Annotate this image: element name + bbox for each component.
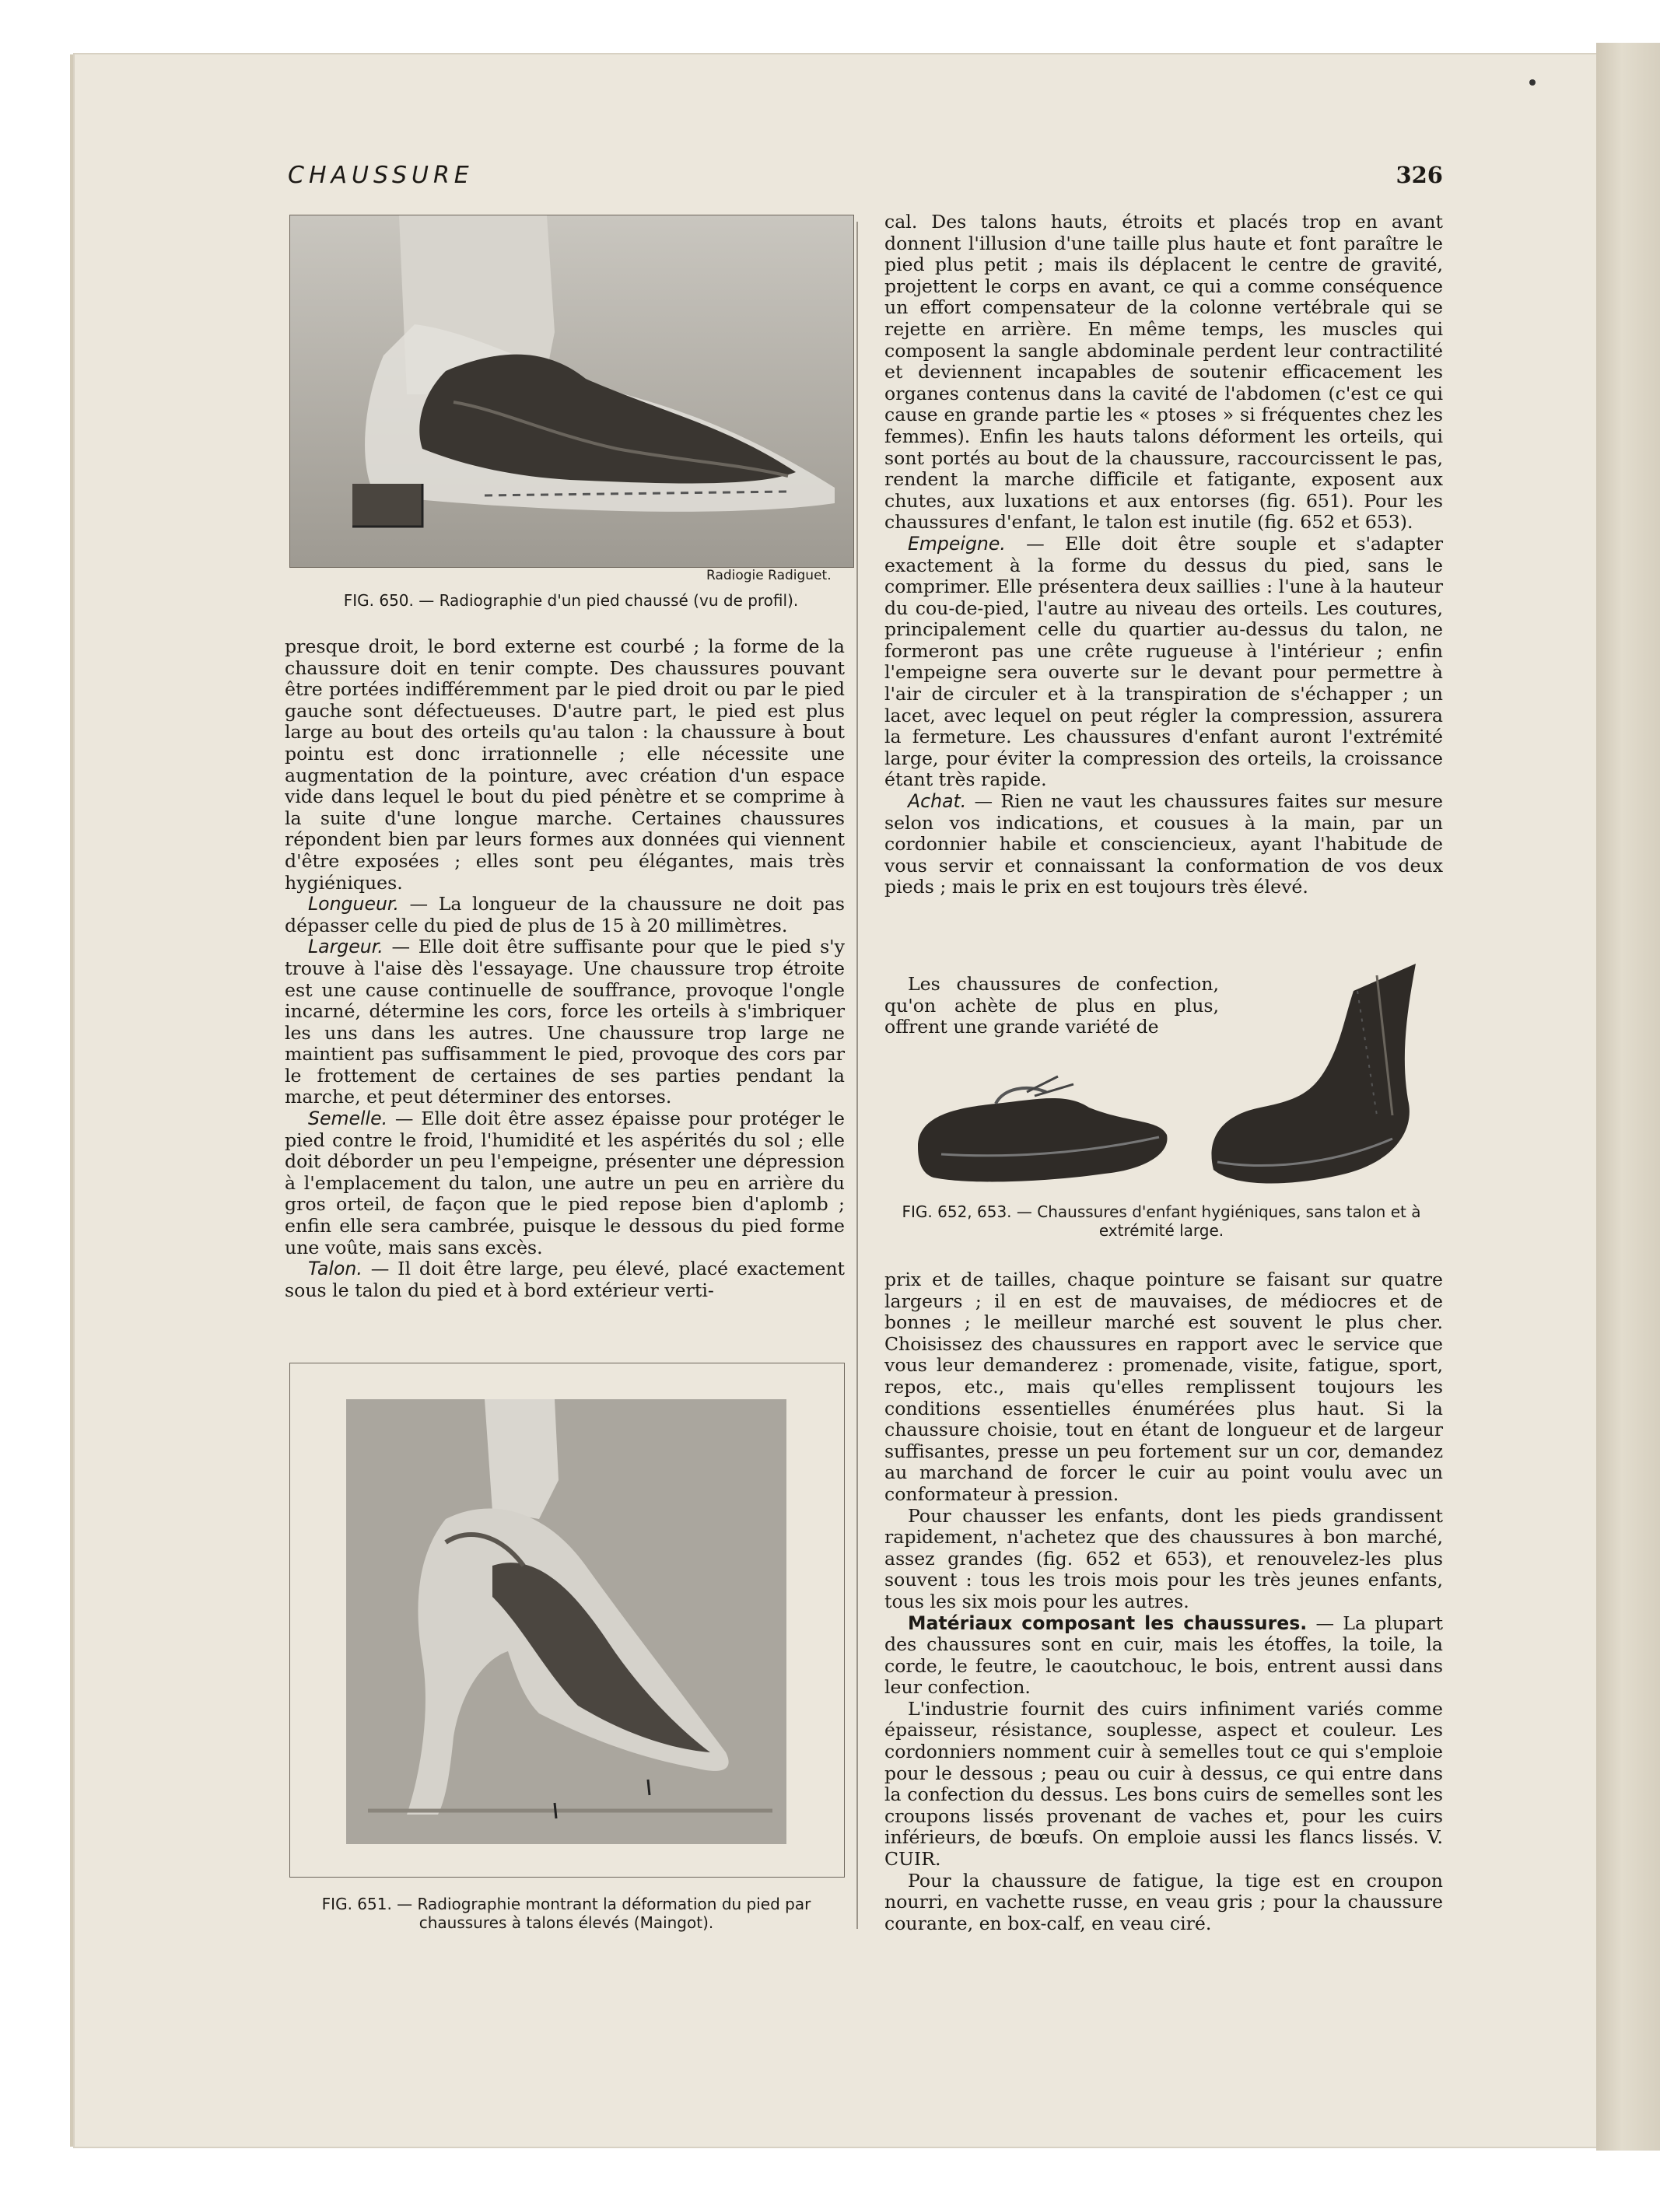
paragraph: L'industrie fournit des cuirs infiniment variés comme épaisseur, résistance, souplesse, aspect et couleur. Les cordonniers nomment cuir à semelles tout ce qui s'emploie pour le dessous ; peau ou cuir à dessus, ce qui entre dans la confection du dessus. Les bons cuirs de semelles sont les croupons lissés provenant de vaches et, pour les cuirs inférieurs, de bœufs. On emploie aussi les flancs lissés. V. CUIR. xyxy=(884,1697,1443,1871)
paragraph-text: — Elle doit être assez épaisse pour protéger le pied contre le froid, l'humidité et les aspérités du sol ; elle doit déborder un peu l'empeigne, présenter une dépression à l'emplacement du talon, une autre un peu en arrière du gros orteil, de façon que le pied repose bien d'aplomb ; enfin elle sera cambrée, puisque le dessous du pied forme une voûte, mais sans excès. xyxy=(285,1108,845,1258)
section-title: CHAUSSURE xyxy=(288,162,474,189)
fig651-caption: FIG. 651. — Radiographie montrant la déformation du pied par chaussures à talons élevés (Maingot). xyxy=(321,1895,811,1932)
right-column-top-text xyxy=(884,212,1443,898)
paragraph-talon xyxy=(285,1258,845,1301)
paragraph-materiaux xyxy=(884,1613,1443,1699)
paragraph-largeur xyxy=(285,936,845,1108)
fig650-credit: Radiogie Radiguet. xyxy=(706,568,832,583)
paragraph-longueur xyxy=(285,894,845,936)
paragraph-text: — Elle doit être souple et s'adapter exactement à la forme du dessus du pied, sans le comprimer. Elle présentera deux saillies : l'une à la hauteur du cou-de-pied, l'autre au niveau des orteils. Les coutures, principalement celle du quartier au-dessus du talon, ne formeront pas une crête rugueuse à l'intérieur ; enfin l'empeigne sera ouverte sur le devant pour permettre à l'air de circuler et à la transpiration de s'échapper ; un lacet, avec lequel on peut régler la compression, assurera la fermeture. Les chaussures d'enfant auront l'extrémité large, pour éviter la compression des orteils, la croissance étant très rapide. xyxy=(884,532,1443,791)
paragraph: prix et de tailles, chaque pointure se faisant sur quatre largeurs ; il en est de mauvaises, de médiocres et de bonnes ; le meilleur marché est souvent le plus cher. Choisissez des chaussures en rapport avec le service que vous leur demanderez : promenade, visite, fatigue, sport, repos, etc., mais qu'elles remplissent toujours les conditions essentielles énumérées plus haut. Si la chaussure choisie, tout en étant de longueur et de largeur suffisantes, presse un peu fortement sur un cor, demandez au marchand de forcer le cuir au point voulu avec un conformateur à pression. xyxy=(884,1269,1443,1505)
paragraph: Les chaussures de confection, qu'on achète de plus en plus, offrent une grande variété de xyxy=(884,973,1219,1038)
fig652-653-children-shoes xyxy=(910,960,1447,1193)
xray-shoe-profile-image xyxy=(290,215,853,567)
subheading: Semelle. xyxy=(308,1108,388,1130)
page-number: 326 xyxy=(1396,162,1443,188)
paragraph-text: — Rien ne vaut les chaussures faites sur mesure selon vos indications, et cousues à la main, par un cordonnier habile et consciencieux, ayant l'habitude de vous servir et connaissant la conformation de vos deux pieds ; mais le prix en est toujours très élevé. xyxy=(884,790,1443,898)
paragraph-semelle xyxy=(285,1108,845,1258)
column-divider xyxy=(856,222,858,1929)
left-column-text xyxy=(285,636,845,1301)
fig650-radiograph xyxy=(289,215,854,568)
next-page-edge xyxy=(1596,43,1660,2151)
fig650-caption: FIG. 650. — Radiographie d'un pied chaussé (vu de profil). xyxy=(343,591,799,610)
paragraph-achat xyxy=(884,791,1443,898)
paragraph-empeigne xyxy=(884,534,1443,791)
fig651-frame xyxy=(289,1363,845,1878)
paragraph: cal. Des talons hauts, étroits et placés trop en avant donnent l'illusion d'une taille plus haute et font paraître le pied plus petit ; mais ils déplacent le centre de gravité, projettent le corps en avant, ce qui a comme conséquence un effort compensateur de la colonne vertébrale qui se rejette en arrière. En même temps, les muscles qui composent la sangle abdominale perdent leur contractilité et deviennent incapables de soutenir efficacement les organes contenus dans la cavité de l'abdomen (c'est ce qui cause en grande partie les « ptoses » si fréquentes chez les femmes). Enfin les hauts talons déforment les orteils, qui sont portés au bout de la chaussure, raccourcissent le pas, rendent la marche difficile et fatigante, exposent aux chutes, aux luxations et aux entorses (fig. 651). Pour les chaussures d'enfant, le talon est inutile (fig. 652 et 653). xyxy=(884,211,1443,534)
xray-high-heel-image xyxy=(290,1363,844,1877)
subheading: Empeigne. xyxy=(908,532,1006,555)
paragraph: presque droit, le bord externe est courbé ; la forme de la chaussure doit en tenir compte. Des chaussures pouvant être portées indifféremment par le pied droit ou par le pied gauche sont défectueuses. D'autre part, le pied est plus large au bout des orteils qu'au talon : la chaussure à bout pointu est donc irrationnelle ; elle nécessite une augmentation de la pointure, avec création d'un espace vide dans lequel le bout du pied pénètre et se comprime à la suite d'une longue marche. Certaines chaussures répondent bien par leurs formes aux données qui viennent d'être exposées ; elles sont peu élégantes, mais très hygiéniques. xyxy=(285,635,845,894)
subheading: Matériaux composant les chaussures. xyxy=(908,1612,1308,1634)
fig652-caption: FIG. 652, 653. — Chaussures d'enfant hygiéniques, sans talon et à extrémité large. xyxy=(902,1202,1421,1240)
subheading: Achat. xyxy=(908,790,967,813)
subheading: Talon. xyxy=(308,1258,362,1280)
paragraph: Pour la chaussure de fatigue, la tige est en croupon nourri, en vachette russe, en veau gris ; pour la chaussure courante, en box-calf, en veau ciré. xyxy=(884,1869,1443,1934)
subheading: Longueur. xyxy=(308,893,399,915)
paragraph-text: — La longueur de la chaussure ne doit pas dépasser celle du pied de plus de 15 à 20 millimètres. xyxy=(285,893,845,936)
subheading: Largeur. xyxy=(308,936,383,958)
running-header xyxy=(288,162,1443,193)
paragraph-text: — Elle doit être suffisante pour que le pied s'y trouve à l'aise dès l'essayage. Une chaussure trop étroite est une cause continuelle de souffrance, provoque l'ongle incarné, détermine les cors, force les orteils à s'imbriquer les uns dans les autres. Une chaussure trop large ne maintient pas suffisamment le pied, provoque des cors par le frottement de certaines de ses parties pendant la marche, et peut déterminer des entorses. xyxy=(285,936,845,1108)
paragraph-text: — Il doit être large, peu élevé, placé exactement sous le talon du pied et à bord extérieur verti- xyxy=(285,1258,845,1301)
ink-spot xyxy=(1529,79,1536,86)
paragraph: Pour chausser les enfants, dont les pieds grandissent rapidement, n'achetez que des chaussures à bon marché, assez grandes (fig. 652 et 653), et renouvelez-les plus souvent : tous les trois mois pour les très jeunes enfants, tous les six mois pour les autres. xyxy=(884,1504,1443,1612)
paragraph-text: — La plupart des chaussures sont en cuir, mais les étoffes, la toile, la corde, le feutre, le caoutchouc, le bois, entrent aussi dans leur confection. xyxy=(884,1612,1443,1699)
right-column-bottom-text xyxy=(884,1269,1443,1934)
